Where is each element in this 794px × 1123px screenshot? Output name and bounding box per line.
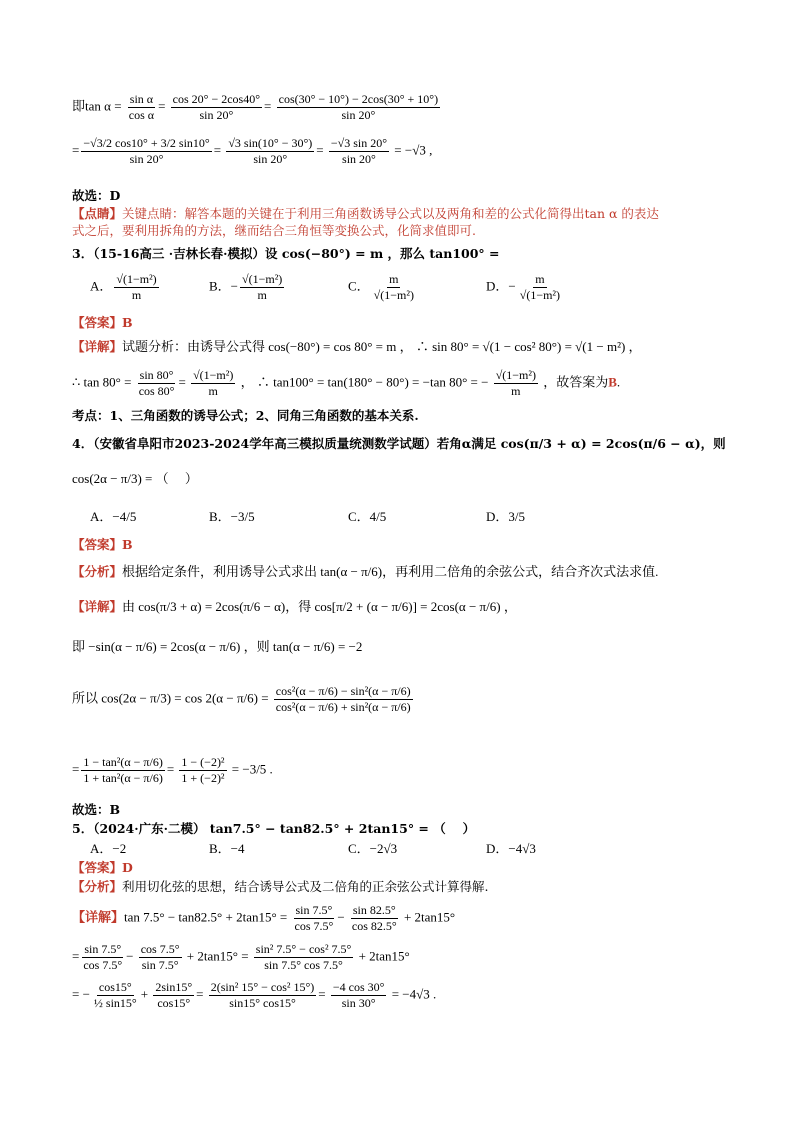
- fraction: $\frac{\text{1 − tan²(α − π/6)}}{\text{1 + tan²(α − π/6)}}$: [83, 755, 163, 785]
- q3-option-c: C． $\frac{m}{\text{√(1−m²)}}$: [348, 272, 414, 302]
- fraction: $\frac{-√3 \sin 20^\circ}{\sin 20^\circ}$: [330, 136, 388, 166]
- q4-detail-3: 所以 cos(2α − π/3) = cos 2(α − π/6) = $\frac{\text{cos²(α − π/6) − sin²(α − π/6)}}{\text{cos²(α − π/6) + sin²(α − π/6)}}$: [72, 684, 411, 714]
- fraction: $\frac{\cos 7.5^\circ}{\sin 7.5^\circ}$: [140, 942, 180, 972]
- q3-detail-1: 【详解】试题分析：由诱导公式得 cos(−80°) = cos 80° = m ， ∴ sin 80° = √(1 − cos² 80°) = √(1 − m²) ，: [72, 339, 642, 354]
- q3-option-d: D．− $\frac{m}{\text{√(1−m²)}}$: [486, 272, 561, 302]
- fraction: $\frac{\cos(30^\circ - 10^\circ) - 2\cos(30^\circ + 10^\circ)}{\sin 20^\circ}$: [278, 92, 439, 122]
- q4-detail-1: 【详解】由 cos(π/3 + α) = 2cos(π/6 − α)，得 cos[π/2 + (α − π/6)] = 2cos(α − π/6) ，: [72, 599, 517, 614]
- fraction: $\frac{-4 \cos 30^\circ}{\sin 30^\circ}$: [332, 980, 385, 1010]
- fraction: $\frac{\text{cos²(α − π/6) − sin²(α − π/6)}}{\text{cos²(α − π/6) + sin²(α − π/6)}}$: [275, 684, 411, 714]
- p1-line2: = $\frac{-√3/2 \cos 10^\circ + 3/2 \sin 10^\circ}{\sin 20^\circ}$ = $\frac{√3 \sin(10^\circ - 30^\circ)}{\sin 20^\circ}$ = $\frac{-√3 \sin 20^\circ}{\sin 20^\circ}$ = −√3 ,: [72, 136, 433, 166]
- q4-choose: 故选：B: [72, 802, 121, 817]
- q5-option-d: D．−4√3: [486, 841, 536, 856]
- q4-option-b: B．−3/5: [209, 509, 255, 524]
- fraction: $\frac{\text{2(sin² 15° − cos² 15°)}}{\sin 15^\circ \cos 15^\circ}$: [210, 980, 315, 1010]
- q5-option-b: B．−4: [209, 841, 245, 856]
- q4-option-c: C．4/5: [348, 509, 387, 524]
- fraction: $\frac{\sin 80^\circ}{\cos 80^\circ}$: [138, 368, 175, 398]
- q4-answer: 【答案】B: [72, 537, 133, 552]
- q4-option-a: A．−4/5: [90, 509, 137, 524]
- q4-stem-2: cos(2α − π/3) = （ ）: [72, 471, 198, 486]
- fraction: $\frac{\cos 20^\circ - 2\cos 40^\circ}{\sin 20^\circ}$: [172, 92, 261, 122]
- q3-option-a: A． $\frac{\text{√(1−m²)}}{m}$: [90, 272, 157, 302]
- fraction: $\frac{\text{√(1−m²)}}{m}$: [495, 368, 536, 398]
- p1-point: 【点睛】关键点睛：解答本题的关键在于利用三角函数诱导公式以及两角和差的公式化简得出tan α 的表达: [72, 206, 659, 221]
- q4-analysis: 【分析】根据给定条件，利用诱导公式求出 tan(α − π/6)，再利用二倍角的余弦公式，结合齐次式法求值.: [72, 564, 659, 579]
- fraction: $\frac{√3 \sin(10^\circ - 30^\circ)}{\sin 20^\circ}$: [228, 136, 313, 166]
- q4-stem: 4．（安徽省阜阳市2023-2024学年高三模拟质量统测数学试题）若角α满足 cos(π/3 + α) = 2cos(π/6 − α)，则: [72, 436, 726, 451]
- q5-stem: 5．（2024·广东·二模） tan7.5° − tan82.5° + 2tan15° = （ ）: [72, 821, 476, 836]
- fraction: $\frac{2\sin 15^\circ}{\cos 15^\circ}$: [155, 980, 193, 1010]
- fraction: $\frac{\text{sin² 7.5° − cos² 7.5°}}{\sin 7.5^\circ \cos 7.5^\circ}$: [255, 942, 352, 972]
- q5-analysis: 【分析】利用切化弦的思想，结合诱导公式及二倍角的正余弦公式计算得解.: [72, 879, 489, 894]
- fraction: $\frac{\text{1 − (−2)²}}{\text{1 + (−2)²}}$: [181, 755, 225, 785]
- q4-detail-4: = $\frac{\text{1 − tan²(α − π/6)}}{\text{1 + tan²(α − π/6)}}$ = $\frac{\text{1 − (−2)²}}{\text{1 + (−2)²}}$ = −3/5 .: [72, 755, 273, 785]
- q3-detail-2: ∴ tan 80° = $\frac{\sin 80^\circ}{\cos 80^\circ}$ = $\frac{\text{√(1−m²)}}{m}$ ， ∴ tan100° = tan(180° − 80°) = −tan 80° = − $\frac{\text{√(1−m²)}}{m}$ ，故答案为B.: [72, 368, 621, 398]
- p1-choose: 故选：D: [72, 188, 121, 203]
- q3-option-b: B．− $\frac{\text{√(1−m²)}}{m}$: [209, 272, 283, 302]
- fraction: $\frac{\text{sin α}}{\text{cos α}}$: [128, 92, 155, 122]
- q4-option-d: D．3/5: [486, 509, 526, 524]
- q3-stem: 3．（15-16高三 ·吉林长春·模拟）设 cos(−80°) = m ，那么 tan100° =: [72, 246, 500, 261]
- fraction: $\frac{\cos 15^\circ}{\text{½ sin15°}}$: [93, 980, 137, 1010]
- q5-option-c: C．−2√3: [348, 841, 398, 856]
- q5-detail-1: 【详解】tan 7.5° − tan82.5° + 2tan15° = $\frac{\sin 7.5^\circ}{\cos 7.5^\circ}$ − $\frac{\sin 82.5^\circ}{\cos 82.5^\circ}$ + 2tan15°: [72, 903, 456, 933]
- q4-detail-2: 即 −sin(α − π/6) = 2cos(α − π/6) ，则 tan(α − π/6) = −2: [72, 639, 363, 654]
- p1-point-2: 式之后，要利用拆角的方法，继而结合三角恒等变换公式，化简求值即可.: [72, 223, 476, 238]
- q5-option-a: A．−2: [90, 841, 127, 856]
- q3-kaodian: 考点：1、三角函数的诱导公式；2、同角三角函数的基本关系.: [72, 408, 419, 423]
- q5-answer: 【答案】D: [72, 860, 133, 875]
- p1-line1: 即tan α = $\frac{\text{sin α}}{\text{cos α}}$ = $\frac{\cos 20^\circ - 2\cos 40^\circ}{\sin 20^\circ}$ = $\frac{\cos(30^\circ - 10^\circ) - 2\cos(30^\circ + 10^\circ)}{\sin 20^\circ}$: [72, 92, 439, 122]
- fraction: $\frac{\text{√(1−m²)}}{m}$: [193, 368, 234, 398]
- fraction: $\frac{\sin 7.5^\circ}{\cos 7.5^\circ}$: [294, 903, 334, 933]
- fraction: $\frac{\sin 82.5^\circ}{\cos 82.5^\circ}$: [351, 903, 397, 933]
- q5-detail-2: = $\frac{\sin 7.5^\circ}{\cos 7.5^\circ}$ − $\frac{\cos 7.5^\circ}{\sin 7.5^\circ}$ + 2tan15° = $\frac{\text{sin² 7.5° − cos² 7.5°}}{\sin 7.5^\circ \cos 7.5^\circ}$ + 2tan15°: [72, 942, 410, 972]
- fraction: $\frac{\sin 7.5^\circ}{\cos 7.5^\circ}$: [83, 942, 123, 972]
- q5-detail-3: = − $\frac{\cos 15^\circ}{\text{½ sin15°}}$ + $\frac{2\sin 15^\circ}{\cos 15^\circ}$ = $\frac{\text{2(sin² 15° − cos² 15°)}}{\sin 15^\circ \cos 15^\circ}$ = $\frac{-4 \cos 30^\circ}{\sin 30^\circ}$ = −4√3 .: [72, 980, 437, 1010]
- q3-answer: 【答案】B: [72, 315, 133, 330]
- fraction: $\frac{-√3/2 \cos 10^\circ + 3/2 \sin 10^\circ}{\sin 20^\circ}$: [83, 136, 210, 166]
